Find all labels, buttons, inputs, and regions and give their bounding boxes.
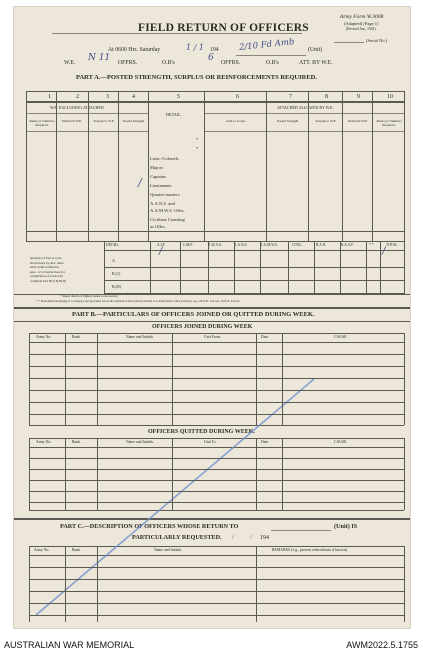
- analysis-note-line: Analysis of Part A to be: [30, 256, 62, 260]
- caption-source: AUSTRALIAN WAR MEMORIAL: [4, 640, 135, 650]
- ors2-label: O.R's: [266, 60, 279, 66]
- column-number: 10: [387, 94, 393, 100]
- table-rule: [65, 333, 66, 425]
- column-number: 7: [289, 94, 292, 100]
- joined-heading: OFFICERS JOINED DURING WEEK: [152, 324, 253, 330]
- unit-label: (Unit): [308, 47, 323, 53]
- table-rule: [404, 438, 405, 510]
- handwritten-offrs: N 11: [88, 53, 111, 63]
- serial-label: (Serial No.): [366, 38, 388, 43]
- rank-label: as Offrs.: [150, 224, 166, 229]
- column-number: 2: [76, 94, 79, 100]
- table-rule thin: [29, 579, 404, 580]
- table-rule thin: [29, 502, 404, 503]
- analysis-col-header: A.A.N.S.: [234, 243, 248, 247]
- rank-label: A.A.N.S. and: [150, 201, 175, 206]
- table-rule: [342, 91, 343, 241]
- analysis-col-header: DETAIL.: [106, 243, 120, 247]
- part-a-right-header: Deficient W.E.: [347, 119, 369, 123]
- diagonal-strike-line: [14, 7, 410, 628]
- table-col-header: Unit From.: [204, 335, 221, 339]
- table-rule: [97, 546, 98, 622]
- table-rule: [88, 91, 89, 241]
- rank-label: Majors: [150, 165, 164, 170]
- part-c-unit: (Unit) IS: [334, 523, 358, 530]
- table-rule thin: [104, 280, 404, 281]
- part-a-heading: PART A.—POSTED STRENGTH, SURPLUS OR REINFORCEMENTS REQUIRED.: [76, 74, 317, 81]
- table-col-header: Date.: [261, 335, 270, 339]
- table-rule thin: [29, 480, 404, 481]
- table-rule: [97, 438, 98, 510]
- analysis-note-line: para. 12 of instructions for: [30, 269, 66, 274]
- analysis-row-label: B.(II): [112, 284, 121, 289]
- table-rule: [56, 91, 57, 241]
- table-rule thin: [29, 469, 404, 470]
- part-c-year: 194: [260, 535, 269, 541]
- table-rule: [97, 333, 98, 425]
- analysis-note-line: shown here by ALL units.: [30, 260, 65, 265]
- table-rule thin: [29, 591, 404, 592]
- table-rule thin: [29, 615, 404, 616]
- column-number: 5: [177, 94, 180, 100]
- we-excluding-attached-label: W.E. EXCLUDING ATTACHED.: [50, 105, 105, 110]
- form-id-rev: (Revised Jan., 1942): [346, 27, 376, 31]
- form-id-sub: (Adapted) (Page 1): [344, 21, 379, 26]
- attached-allowed-label: ATTACHED ALLOWED BY W.E.: [277, 105, 334, 110]
- table-rule: [172, 333, 173, 425]
- table-col-header: Army No.: [34, 548, 50, 552]
- analysis-col-header: A.I.F.: [157, 243, 166, 247]
- at-label: At 0600 Hrs. Saturday: [108, 47, 161, 53]
- table-rule thin: [29, 366, 404, 367]
- table-rule: [256, 333, 257, 425]
- handwritten-ors: 6: [208, 53, 214, 63]
- table-rule: [29, 438, 30, 510]
- table-rule: [282, 333, 283, 425]
- rank-label: A.A.M.W.S. Offrs.: [150, 208, 185, 213]
- table-rule: [29, 546, 30, 622]
- rank-label: Quarter-masters: [150, 192, 180, 197]
- analysis-col-header: C.M.F.: [183, 243, 193, 247]
- analysis-note-line: complete Part B(1) & B(II): [30, 279, 66, 283]
- we-label: W.E.: [64, 60, 76, 66]
- part-a-right-header: Surplus to W.E.: [315, 119, 337, 123]
- table-rule thin: [29, 458, 404, 459]
- part-a-left-header: Surplus to W.E.: [93, 119, 115, 123]
- rank-label: Captains: [150, 174, 167, 179]
- analysis-col-header: R.A.N.: [316, 243, 327, 247]
- column-number: 9: [357, 94, 360, 100]
- table-rule: [308, 91, 309, 241]
- part-a-right-header: Arm or Corps.: [226, 119, 246, 123]
- table-rule thin: [29, 390, 404, 391]
- table-rule: [204, 91, 205, 241]
- table-rule: [372, 91, 373, 241]
- handwritten-unit: 2/10 Fd Amb: [238, 37, 295, 53]
- footnote-personnel: * * Personnel belonging to a category not provided for in the analysis will be shown in this Col. Particulars will be shown, e.g., 26 U.K. Forces; 10 N.Z. Forces.: [36, 299, 241, 303]
- table-rule: [404, 91, 405, 241]
- table-rule: [266, 91, 267, 241]
- table-col-header: Army No.: [36, 440, 52, 444]
- table-col-header: CAUSE.: [334, 440, 348, 444]
- ors-label: O.R's: [162, 60, 175, 66]
- part-a-right-header: Rank (or Number) Required.: [376, 119, 402, 128]
- table-rule thin: [29, 603, 404, 604]
- table-rule: [404, 241, 405, 294]
- part-c-heading: PART C.—DESCRIPTION OF OFFICERS WHOSE RETURN TO: [60, 523, 239, 530]
- table-rule: [148, 91, 149, 241]
- table-rule: [104, 250, 404, 251]
- analysis-row-label: A.: [112, 258, 116, 263]
- part-a-left-header: Posted Strength.: [122, 119, 146, 123]
- column-number: 4: [132, 94, 135, 100]
- table-col-header: Name and Initials.: [154, 548, 182, 552]
- table-col-header: Rank.: [72, 440, 81, 444]
- form-sheet: FIELD RETURN OF OFFICERS Army Form W.3008 (Adapted) (Page 1) (Revised Jan., 1942) (Serial No.) At 0600 Hrs. Saturday 1 / 1 194 2/10 Fd Amb (Unit) W.E. N 11 OFFRS. O.R's 6 OFFRS. O.R's ATT. BY W.E. PART A.—POSTED STRENGTH, SURPLUS OR REINFORCEMENTS REQUIRED. W.E. EXCLUDING ATTACHED. ATTACHED ALLOWED BY W.E. DETAIL. * * / / / * Insert detail of higher ranks as necessary. * * Personnel belonging to a category not provided for in the analysis will be shown in this Col. Particulars will be shown, e.g., 26 U.K. Forces; 10 N.Z. Forces. PART B.—PARTICULARS OF OFFICERS JOINED OR QUITTED DURING WEEK. OFFICERS JOINED DURING WEEK OFFICERS QUITTED DURING WEEK. PART C.—DESCRIPTION OF OFFICERS WHOSE RETURN TO (Unit) IS PARTICULARLY REQUESTED. / / 194 1 2 3 4 5 6 7 8 9 10 Rank (or Number) Required. Deficient W.E. Surplus to W.E. Posted Strength. Arm or Corps. Posted Strength. Surplus to W.E. Deficient W.E. Rank (or Number) Required. Lieut.-Colonels Majors Captains Lieutenants Quarter-masters A.A.N.S. and A.A.M.W.S. Offrs. Civilians Counting as Offrs. Analysis of Part A to be shown here by ALL units. Only items notified in para. 12 of instructions for compilation of form will complete Part B(1) & B(II) DETAIL. A.I.F. C.M.F. A.W.A.S. A.A.N.S. A.A.M.W.S. CIVIL. R.A.N. R.A.A.F. * * TOTAL. A. B.(1) B.(II) Army No. Rank. Name and Initials. Unit From. Date. CAUSE. Army No. Rank. Name and Initials. Unit To. Date. CAUSE. Army No. Rank. Name and Initials. REMARKS (e.g., present whereabouts if known).: [13, 6, 411, 629]
- rank-label: Lieut.-Colonels: [150, 156, 179, 161]
- part-c-requested: PARTICULARLY REQUESTED.: [132, 534, 222, 541]
- table-col-header: Name and Initials.: [126, 335, 154, 339]
- table-rule thin: [29, 414, 404, 415]
- column-number: 1: [48, 94, 51, 100]
- table-rule thin: [104, 267, 404, 268]
- analysis-col-header: R.A.A.F.: [341, 243, 354, 247]
- table-col-header: Name and Initials.: [126, 440, 154, 444]
- detail-label: DETAIL.: [166, 112, 182, 117]
- year-label: 194: [210, 47, 219, 53]
- table-rule: [65, 438, 66, 510]
- analysis-col-header: A.W.A.S.: [208, 243, 222, 247]
- table-rule thin: [29, 354, 404, 355]
- part-b-heading: PART B.—PARTICULARS OF OFFICERS JOINED OR QUITTED DURING WEEK.: [72, 311, 315, 318]
- table-rule: [404, 546, 405, 622]
- table-rule: [118, 91, 119, 241]
- table-col-header: Rank.: [72, 335, 81, 339]
- table-rule: [282, 438, 283, 510]
- part-a-left-header: Rank (or Number) Required.: [29, 119, 55, 128]
- handwritten-ltcol-mark: /: [138, 176, 142, 189]
- rank-label: Civilians Counting: [150, 217, 185, 222]
- table-rule: [256, 546, 257, 622]
- offrs2-label: OFFRS.: [221, 60, 241, 66]
- table-col-header: Rank.: [72, 548, 81, 552]
- quitted-heading: OFFICERS QUITTED DURING WEEK.: [148, 429, 255, 435]
- analysis-note-line: compilation of form will: [30, 274, 63, 279]
- form-title: FIELD RETURN OF OFFICERS: [138, 22, 309, 34]
- table-rule: [65, 546, 66, 622]
- form-id: Army Form W.3008: [340, 14, 384, 20]
- table-rule: [29, 333, 30, 425]
- table-rule thin: [29, 402, 404, 403]
- table-col-header: REMARKS (e.g., present whereabouts if known).: [272, 548, 348, 552]
- table-col-header: Unit To.: [204, 440, 217, 444]
- table-rule: [256, 438, 257, 510]
- table-rule thin: [29, 378, 404, 379]
- part-a-left-header: Deficient W.E.: [61, 119, 83, 123]
- table-rule: [26, 91, 27, 241]
- part-a-right-header: Posted Strength.: [276, 119, 300, 123]
- table-rule: [172, 438, 173, 510]
- att-label: ATT. BY W.E.: [299, 60, 333, 66]
- offrs-label: OFFRS.: [118, 60, 138, 66]
- analysis-col-header: * *: [369, 243, 374, 247]
- caption-bar: [0, 636, 423, 653]
- handwritten-date: 1 / 1: [186, 43, 204, 52]
- analysis-row-label: B.(1): [112, 271, 121, 276]
- table-rule: [404, 333, 405, 425]
- analysis-col-header: CIVIL.: [292, 243, 303, 247]
- table-col-header: Date.: [261, 440, 270, 444]
- footnote-higher-ranks: * Insert detail of higher ranks as necessary.: [60, 294, 119, 298]
- rank-label: Lieutenants: [150, 183, 172, 188]
- column-number: 3: [106, 94, 109, 100]
- analysis-note-line: Only items notified in: [30, 265, 60, 270]
- table-rule thin: [29, 491, 404, 492]
- table-rule thin: [104, 293, 404, 294]
- table-rule thin: [29, 567, 404, 568]
- table-col-header: CAUSE.: [334, 335, 348, 339]
- analysis-col-header: TOTAL.: [386, 243, 399, 247]
- column-number: 6: [236, 94, 239, 100]
- table-col-header: Army No.: [36, 335, 52, 339]
- column-number: 8: [325, 94, 328, 100]
- caption-accession: AWM2022.5.1755: [346, 640, 418, 650]
- analysis-col-header: A.A.M.W.S.: [260, 243, 278, 247]
